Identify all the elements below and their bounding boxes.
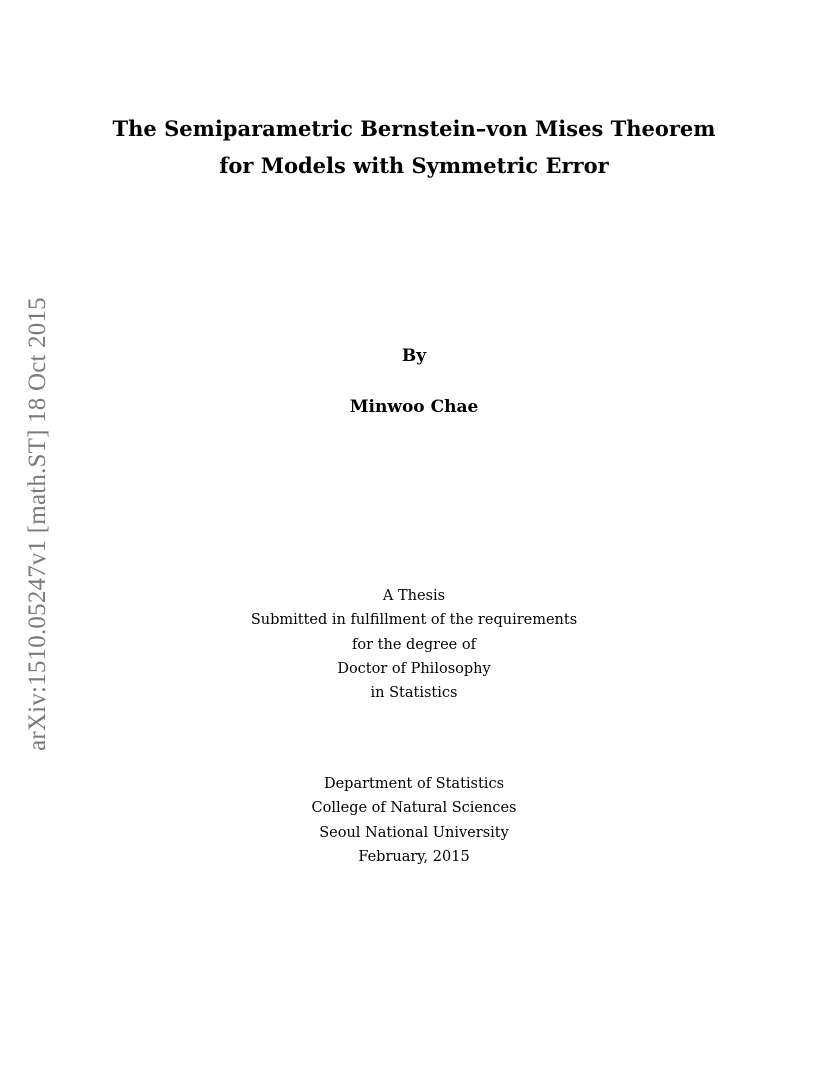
thesis-title [0, 110, 828, 184]
affiliation-block [0, 772, 828, 869]
by-label: By [401, 346, 427, 366]
university: Seoul National University [319, 824, 509, 841]
department: Department of Statistics [323, 776, 505, 792]
title-line-2: for Models with Symmetric Error [219, 153, 609, 178]
thesis-statement [0, 584, 828, 705]
thesis-line-1: A Thesis [382, 588, 446, 604]
author-name: Minwoo Chae [349, 397, 479, 417]
thesis-line-4: Doctor of Philosophy [337, 660, 491, 677]
arxiv-identifier-stamp: arXiv:1510.05247v1 [math.ST] 18 Oct 2015 [24, 297, 51, 751]
college: College of Natural Sciences [311, 800, 517, 817]
thesis-line-3: for the degree of [352, 636, 476, 653]
thesis-line-5: in Statistics [370, 685, 458, 702]
thesis-line-2: Submitted in fulfillment of the requirements [250, 612, 578, 629]
submission-date: February, 2015 [358, 848, 470, 865]
title-line-1: The Semiparametric Bernstein–von Mises Theorem [112, 116, 716, 141]
